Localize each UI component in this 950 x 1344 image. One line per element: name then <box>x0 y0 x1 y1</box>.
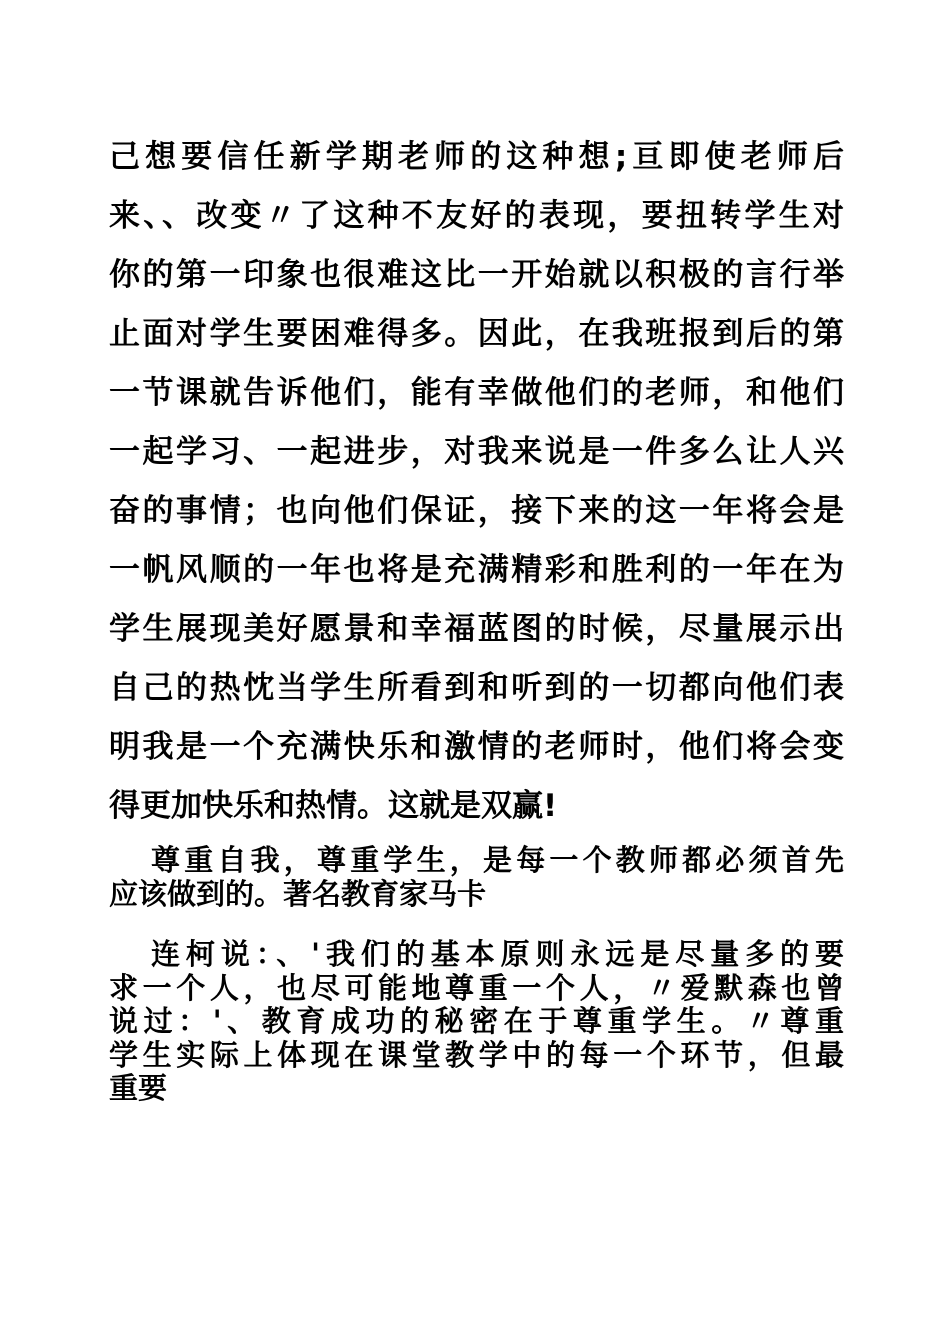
paragraph-3 <box>109 938 844 1106</box>
text-line: 一节课就告诉他们，能有幸做他们的老师，和他们 <box>109 375 844 411</box>
text-line: 己想要信任新学期老师的这种想;亘即使老师后 <box>109 139 844 175</box>
text-line: 奋的事情；也向他们保证，接下来的这一年将会是 <box>109 493 844 529</box>
text-line: 明我是一个充满快乐和激情的老师时，他们将会变 <box>109 729 844 765</box>
text-line: 自己的热忱当学生所看到和听到的一切都向他们表 <box>109 670 844 706</box>
text-line: 求一个人，也尽可能地尊重一个人，〃爱默森也曾 <box>109 970 844 1005</box>
text-line: 尊重自我，尊重学生，是每一个教师都必须首先 <box>151 843 844 877</box>
text-line: 一帆风顺的一年也将是充满精彩和胜利的一年在为 <box>109 552 844 588</box>
text-line: 连柯说：、'我们的基本原则永远是尽量多的要 <box>151 937 844 971</box>
text-line: 你的第一印象也很难这比一开始就以积极的言行举 <box>109 257 844 293</box>
text-line: 说过：'、教育成功的秘密在于尊重学生。〃尊重 <box>109 1004 844 1038</box>
text-line: 学生实际上体现在课堂教学中的每一个环节，但最 <box>109 1037 844 1072</box>
text-line: 重要 <box>109 1071 168 1105</box>
text-line: 止面对学生要困难得多。因此，在我班报到后的第 <box>109 316 844 352</box>
text-line: 来、、改变〃了这种不友好的表现，要扭转学生对 <box>109 198 844 234</box>
paragraph-2 <box>109 843 844 911</box>
text-line: 一起学习、一起进步，对我来说是一件多么让人兴 <box>109 434 844 470</box>
text-line: 应该做到的。著名教育家马卡 <box>109 877 487 911</box>
text-line: 得更加快乐和热情。这就是双赢! <box>109 788 558 824</box>
text-line: 学生展现美好愿景和幸福蓝图的时候，尽量展示出 <box>109 611 844 647</box>
paragraph-1 <box>109 128 844 836</box>
